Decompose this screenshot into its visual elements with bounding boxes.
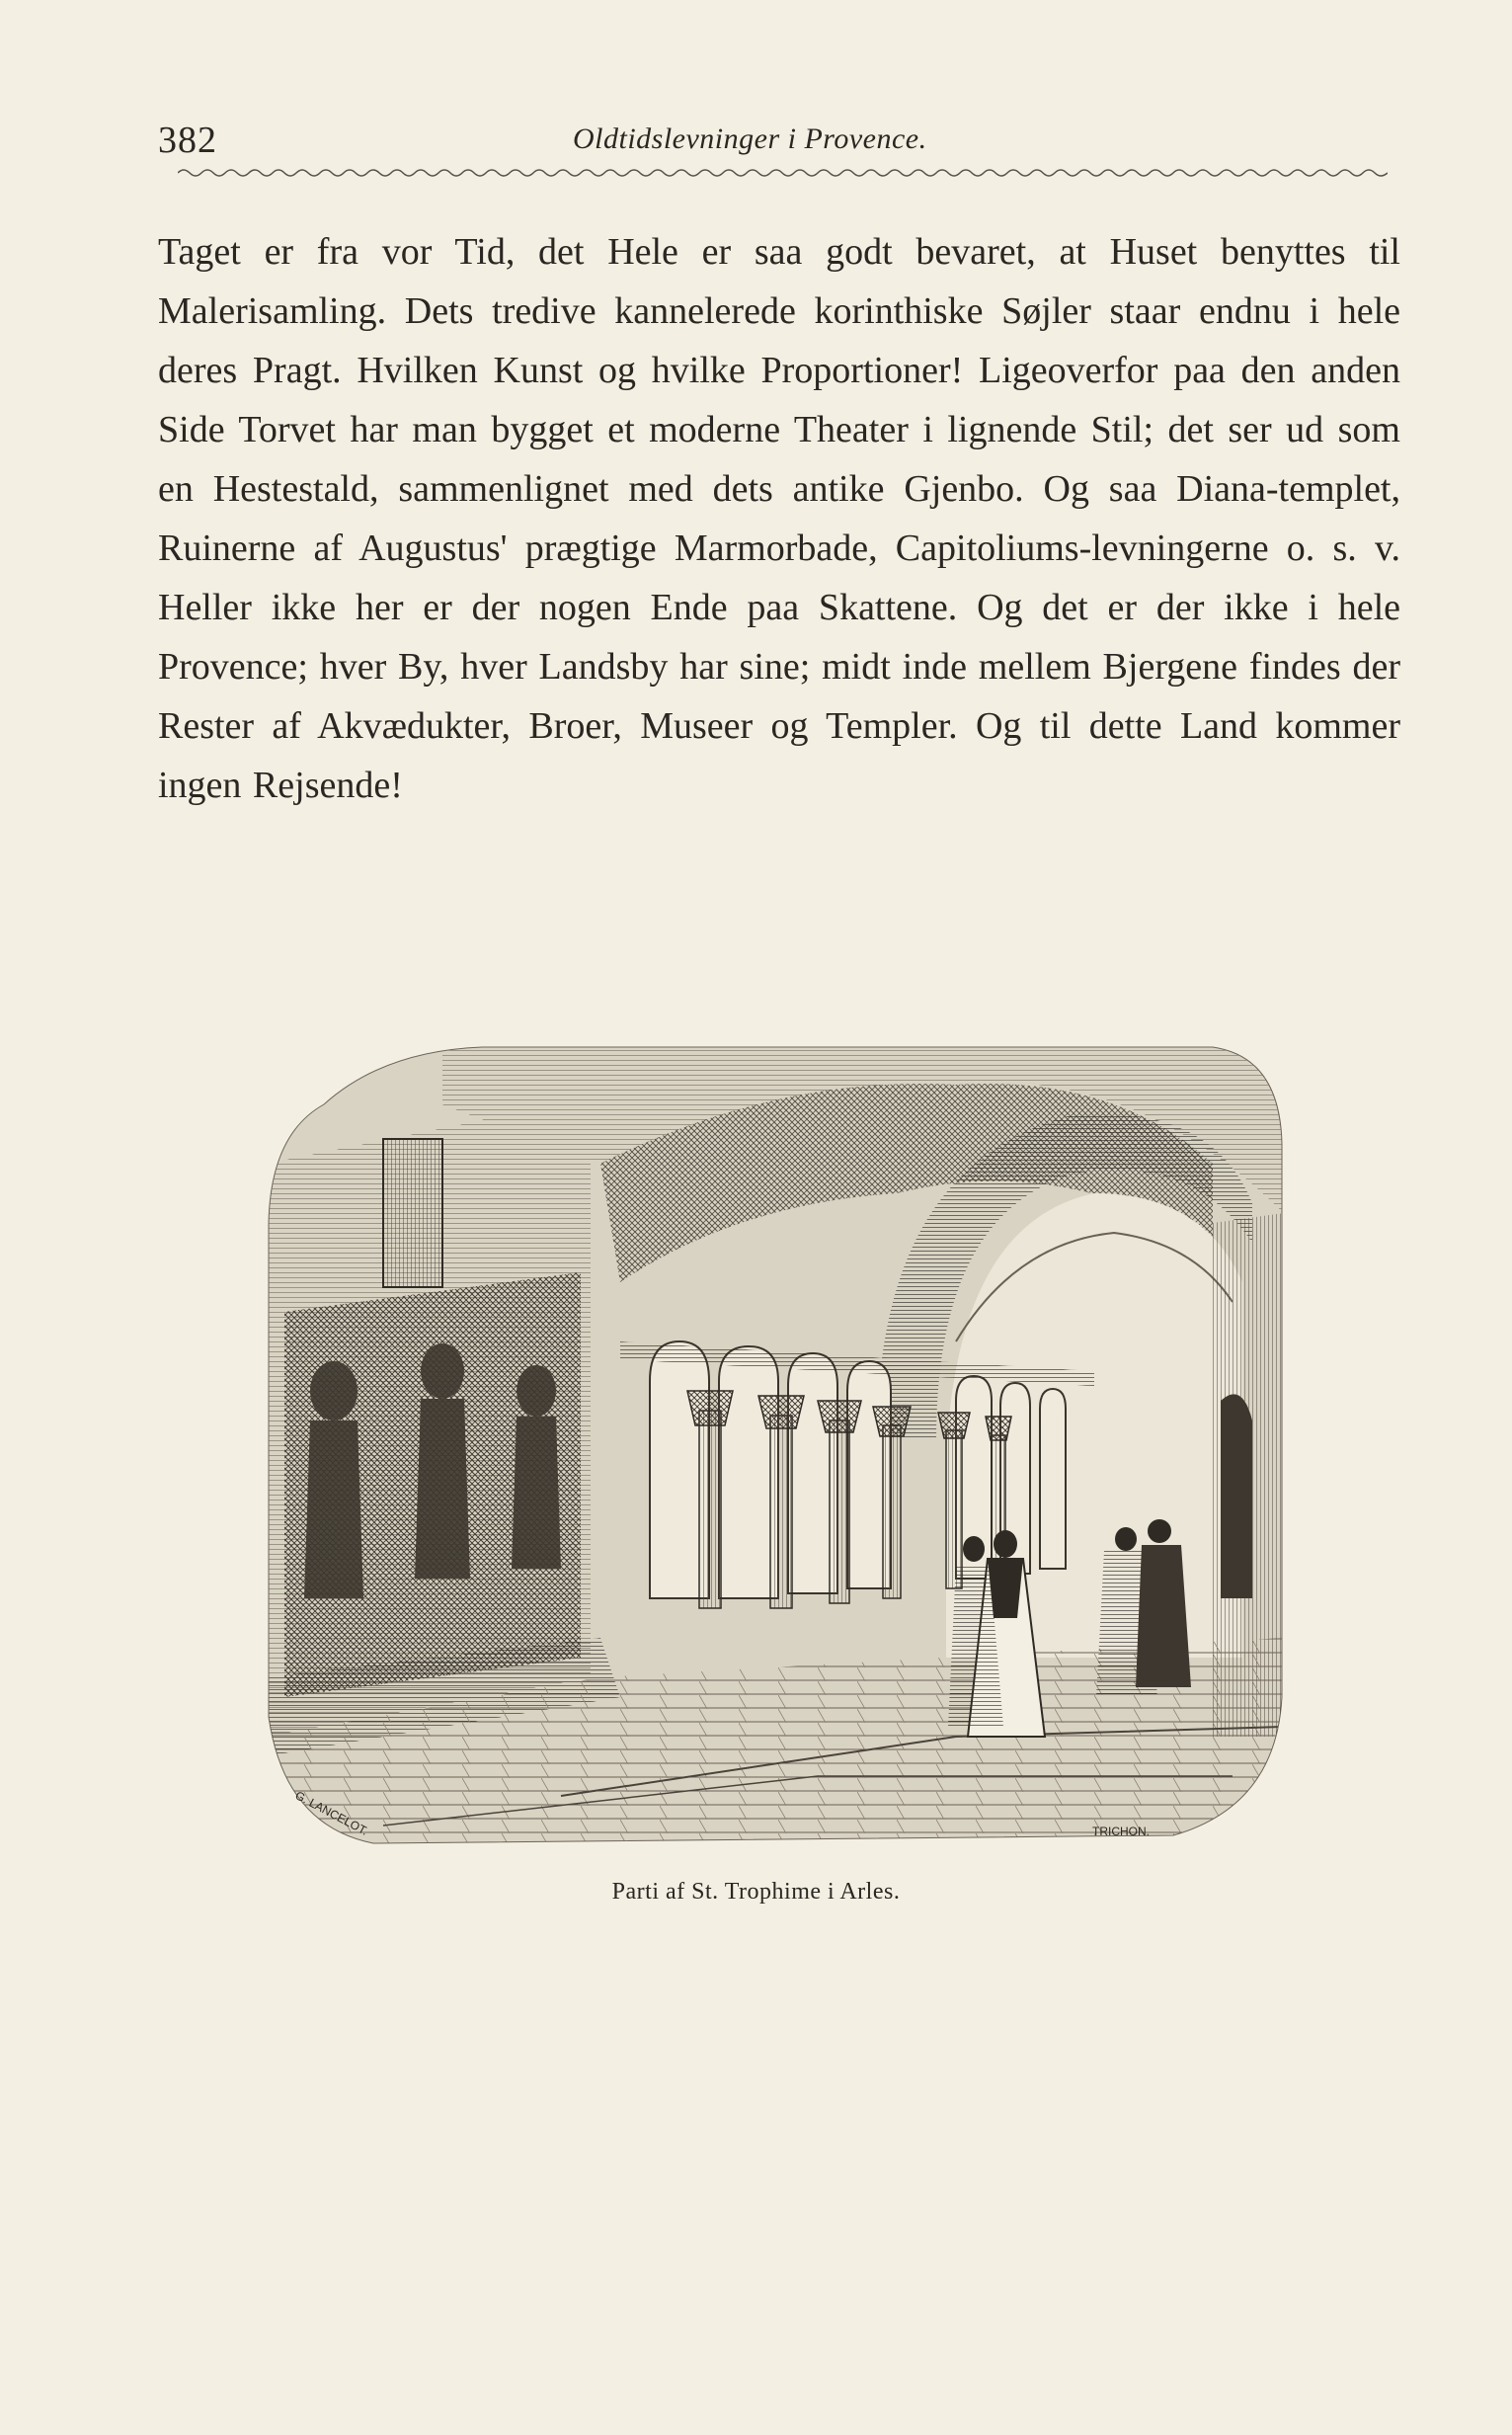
engraver-signature-right: TRICHON. [1092, 1825, 1150, 1838]
engraver-signature-left: G. LANCELOT. [292, 1788, 371, 1838]
body-text [158, 222, 1400, 815]
page-header [158, 119, 1397, 168]
header-ornament-rule [178, 166, 1388, 180]
page-number: 382 [158, 120, 217, 161]
paragraph: Taget er fra vor Tid, det Hele er saa godt bevaret, at Huset benyttes til Malerisamling. Dets tredive kannelerede korinthiske Søjler staar endnu i hele deres Pragt. Hvilken Kunst og hvilke Proportioner! Ligeoverfor paa den anden Side Torvet har man bygget et moderne Theater i lignende Stil; det ser ud som en Hestestald, sammenlignet med dets antike Gjenbo. Og saa Diana-templet, Ruinerne af Augustus' prægtige Marmorbade, Capitoliums-levningerne o. s. v. Heller ikke her er der nogen Ende paa Skattene. Og det er der ikke i hele Provence; hver By, hver Landsby har sine; midt inde mellem Bjergene findes der Rester af Akvædukter, Broer, Museer og Templer. Og til dette Land kommer ingen Rejsende! [158, 231, 1400, 806]
engraving-st-trophime-cloister [265, 1045, 1284, 1845]
running-title: Oldtidslevninger i Provence. [573, 122, 927, 155]
figure-caption: Parti af St. Trophime i Arles. [611, 1879, 901, 1905]
